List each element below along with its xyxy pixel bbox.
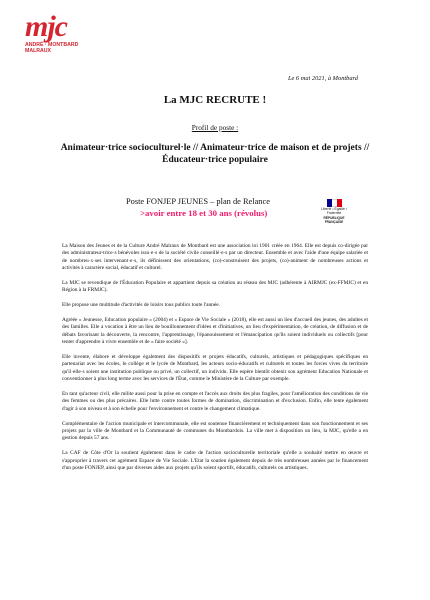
paragraph: La Maison des Jeunes et de la Culture André Malraux de Montbard est une association loi 1901 créée en 1964. Elle est depuis co-dirigée par des administrateur-trice·s bénévoles issu·e·s de la société civile conseillé·e·s par un directeur. Ensemble et avec l'aide d'une équipe salariée et de nombreu·x·ses intervenant·e·s, ils définissent des orientations, (co)-construisent des projets, (co)-animent de nombreuses actions et activités à caractère social, éducatif et culturel.: [62, 243, 368, 272]
paragraph: En tant qu'acteur civil, elle milite aussi pour la prise en compte et l'accès aux droits des plus fragiles, pour l'amélioration des conditions de vie des femmes ou des plus précaires. Elle lutte contre toutes formes de domination, discrimination et d'exclusion. Enfin, elle tente également d'agir à son niveau et à son échelle pour l'environnement et contre le changement climatique.: [62, 391, 368, 412]
page-title: La MJC RECRUTE !: [163, 94, 267, 106]
paragraph: Elle invente, élabore et développe également des dispositifs et projets éducatifs, culturels, artistiques et pédagogiques spécifiques en partenariat avec les écoles, le collège et le lycée de Montbard, les acteurs socio-éducatifs et culturels et toutes les forces vives du territoire qu'il·elle·s soient une institution publique ou privé, un collectif, un individu. Elle espère bientôt obtenir son agrément Education Nationale et conventionner à plus long terme avec les services de l'État, comme le Ministère de la Culture par exemple.: [62, 354, 368, 383]
republique-francaise-logo: [316, 199, 352, 227]
logo-subtitle-line1: ANDRÉ · MONTBARD: [25, 42, 79, 48]
paragraph: Agréée « Jeunesse, Education populaire » (2004) et « Espace de Vie Sociale » (2018), elle est aussi un lieu d'accueil des jeunes, des adultes et des familles. Elle a vocation à être un lieu de bouillonnement d'idées et d'initiatives, un lieu d'expérimentation, de création, de diffusion et de débats favorisant la découverte, la rencontre, l'apprentissage, l'épanouissement et l'émancipation qu'ils soient individuels ou collectifs [pour tenter d'apprendre à vivre ensemble et de « faire société »].: [62, 317, 368, 346]
paragraph: Complémentaire de l'action municipale et intercommunale, elle est soutenue financièrement et techniquement dans son fonctionnement et ses projets par la ville de Montbard et la Communauté de communes du Montbardois. La ville met à disposition un lieu, la MJC, qu'elle a en gestion depuis 57 ans.: [62, 420, 368, 442]
paragraph: Elle propose une multitude d'activités de loisirs tous publics toute l'année.: [62, 302, 220, 309]
body-text: [62, 243, 368, 480]
logo-subtitle-line2: MALRAUX: [25, 48, 51, 54]
republique-label: RÉPUBLIQUE FRANÇAISE: [323, 215, 345, 224]
age-requirement: >avoir entre 18 et 30 ans (révolus): [140, 208, 268, 218]
paragraph: La CAF de Côte d'Or la soutient également dans le cadre de l'action socioculturelle territoriale qu'elle a souhaité mettre en œuvre et s'approprier à travers cet agrément Espace de Vie Sociale. L'Etat la soutien également depuis de très nombreuses années par le financement d'un poste FONJEP, ainsi que par diverses aides aux projets qu'ils soient sportifs, éducatifs, culturels ou artistiques.: [62, 450, 368, 472]
paragraph: La MJC se revendique de l'Éducation Populaire et appartient depuis sa création au réseau des MJC (adhérente à AIRMJC (ex-FFMJC) et en Région à la FRMJC).: [62, 280, 368, 294]
document-date: Le 6 mai 2021, à Montbard: [287, 75, 358, 82]
french-flag-icon: [327, 199, 342, 207]
profile-heading: Profil de poste :: [191, 123, 239, 132]
logo-mark: mjc: [25, 10, 67, 43]
republique-motto: Liberté • Égalité • Fraternité: [321, 207, 347, 215]
job-title: Animateur·trice socioculturel·le // Animateur·trice de maison et de projets // Éducateur·trice populaire: [60, 143, 370, 165]
poste-line: Poste FONJEP JEUNES – plan de Relance: [126, 197, 270, 206]
mjc-logo: [25, 10, 115, 60]
